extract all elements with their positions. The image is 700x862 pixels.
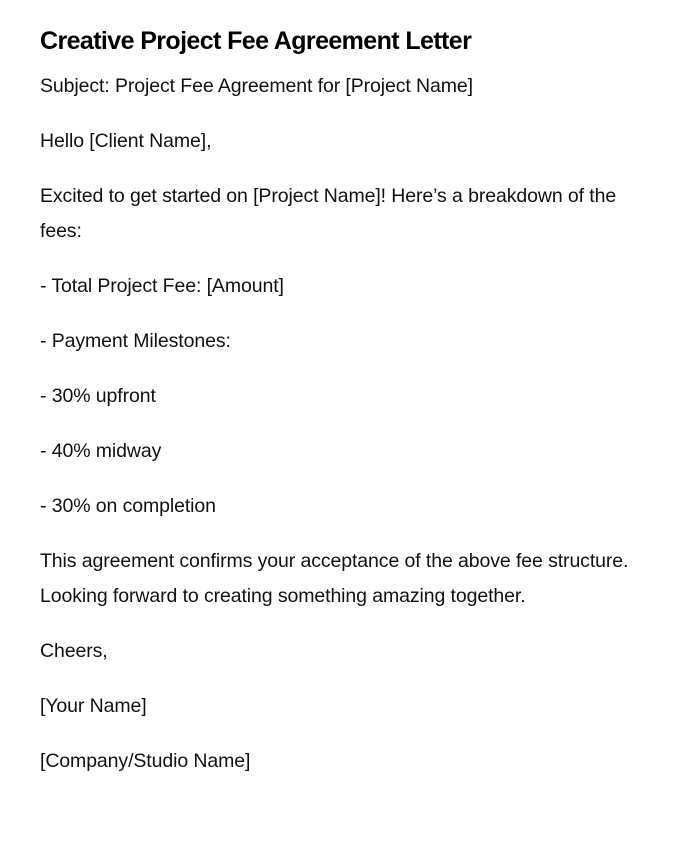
- closing-paragraph: This agreement confirms your acceptance of the above fee structure. Looking forward to creating something amazing together.: [40, 550, 629, 607]
- subject-line: Subject: Project Fee Agreement for [Project Name]: [40, 75, 473, 97]
- greeting: Hello [Client Name],: [40, 130, 212, 152]
- document-title: Creative Project Fee Agreement Letter: [40, 27, 472, 55]
- intro-paragraph: Excited to get started on [Project Name]! Here’s a breakdown of the fees:: [40, 185, 617, 242]
- company-name: [Company/Studio Name]: [40, 750, 251, 772]
- fee-item-total: - Total Project Fee: [Amount]: [40, 275, 284, 297]
- fee-item-milestones: - Payment Milestones:: [40, 330, 231, 352]
- sender-name: [Your Name]: [40, 695, 147, 717]
- milestone-upfront: - 30% upfront: [40, 385, 156, 407]
- milestone-completion: - 30% on completion: [40, 495, 216, 517]
- letter-document: [40, 24, 640, 799]
- signoff: Cheers,: [40, 640, 108, 662]
- milestone-midway: - 40% midway: [40, 440, 162, 462]
